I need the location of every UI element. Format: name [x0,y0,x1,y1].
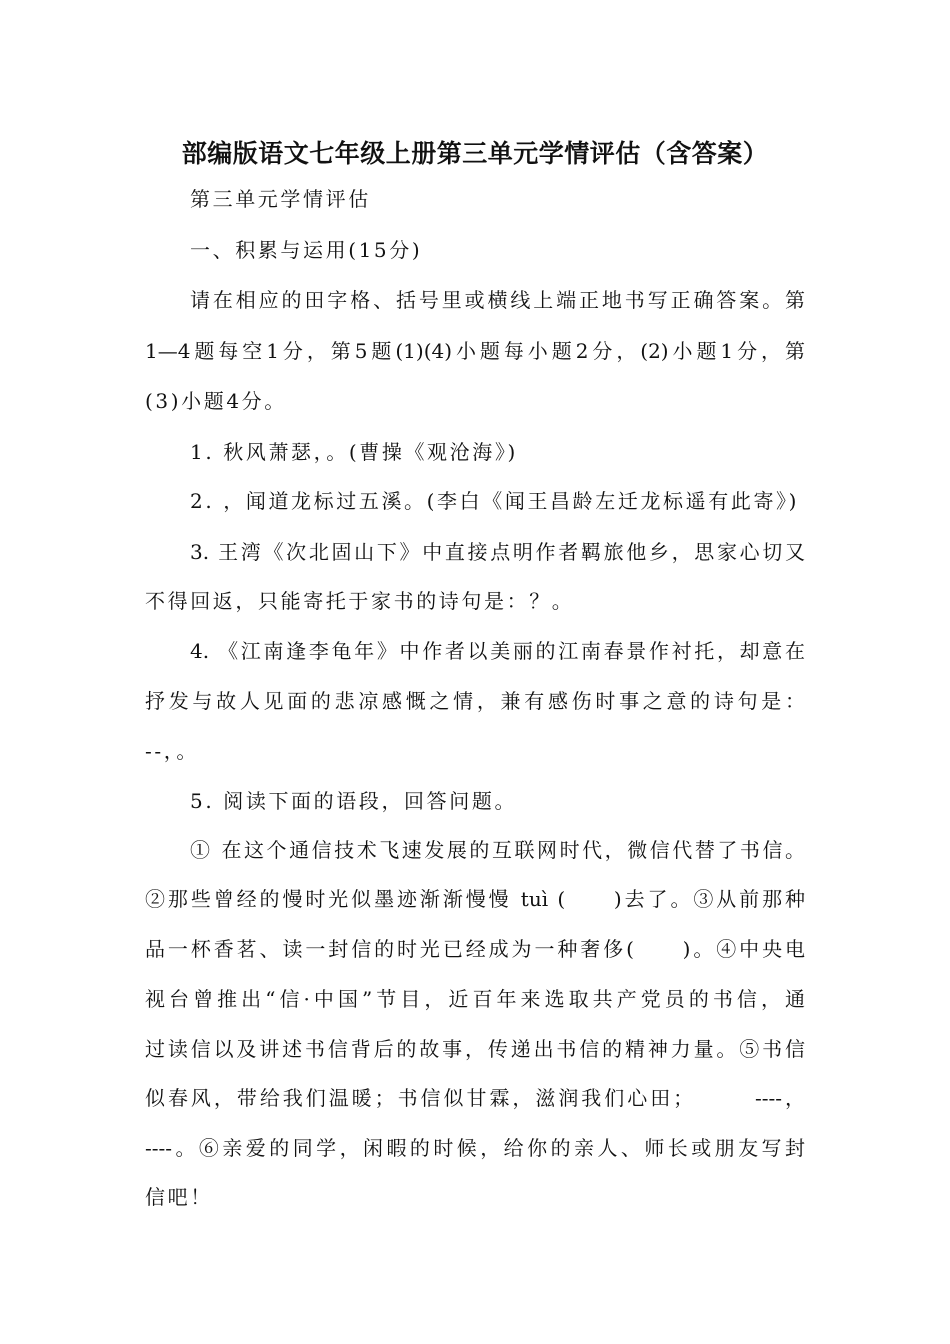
passage-line: 似春风，带给我们温暖；书信似甘霖，滋润我们心田； ----， [145,1086,805,1110]
section-heading: 第三单元学情评估 [190,187,371,211]
passage-line: ① 在这个通信技术飞速发展的互联网时代，微信代替了书信。 [190,838,805,862]
instruction-line: 1—4题每空1分，第5题(1)(4)小题每小题2分，(2)小题1分，第 [145,339,805,363]
passage-line: 过读信以及讲述书信背后的故事，传递出书信的精神力量。⑤书信 [145,1037,805,1061]
instruction-line: 请在相应的田字格、括号里或横线上端正地书写正确答案。第 [190,288,805,312]
part-heading: 一、积累与运用(15分) [190,238,423,262]
passage-line: ②那些曾经的慢时光似墨迹渐渐慢慢 tuì ( )去了。③从前那种 [145,887,805,911]
question-4-continued: 抒发与故人见面的悲凉感慨之情，兼有感伤时事之意的诗句是： [145,689,805,713]
question-4-continued: --，。 [145,739,199,763]
question-2: 2. ，闻道龙标过五溪。(李白《闻王昌龄左迁龙标遥有此寄》) [190,489,800,513]
passage-line: 品一杯香茗、读一封信的时光已经成为一种奢侈( )。④中央电 [145,937,805,961]
passage-line: ----。⑥亲爱的同学，闲暇的时候，给你的亲人、师长或朋友写封 [145,1136,805,1160]
question-4: 4. 《江南逢李龟年》中作者以美丽的江南春景作衬托，却意在 [190,639,805,663]
passage-line: 视台曾推出“信·中国”节目，近百年来选取共产党员的书信，通 [145,987,805,1011]
question-5: 5. 阅读下面的语段，回答问题。 [190,789,518,813]
question-3-continued: 不得回返，只能寄托于家书的诗句是：？。 [145,589,575,613]
question-3: 3. 王湾《次北固山下》中直接点明作者羁旅他乡，思家心切又 [190,540,805,564]
document-title: 部编版语文七年级上册第三单元学情评估（含答案） [181,139,769,168]
passage-line: 信吧！ [145,1185,213,1209]
instruction-line: (3)小题4分。 [145,389,287,413]
question-1: 1. 秋风萧瑟，。(曹操《观沧海》) [190,440,518,464]
